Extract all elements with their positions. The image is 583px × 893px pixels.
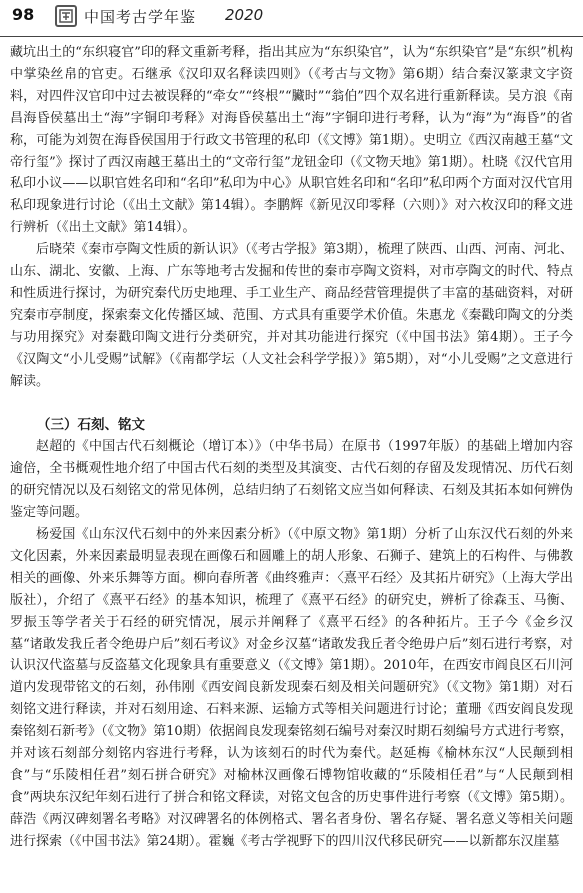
paragraph: 杨爱国《山东汉代石刻中的外来因素分析》（《中原文物》第1期）分析了山东汉代石刻的外来文化因素，外来因素最明显表现在画像石和圆雕上的胡人形象、石狮子、建筑上的石构件、与佛教相关的画像、外来乐舞等方面。柳向春所著《曲终雅声：〈熹平石经〉及其拓片研究》（上海大学出版社），介绍了《熹平石经》的基本知识，梳理了《熹平石经》的研究史，辨析了徐森玉、马衡、罗振玉等学者关于石经的研究情况，展示并阐释了《熹平石经》的各种拓片。王子今《金乡汉墓“诸敢发我丘者令绝毋户后”刻石考议》对金乡汉墓“诸敢发我丘者令绝毋户后”刻石进行考察，对认识汉代盗墓与反盗墓文化现象具有重要意义（《文博》第1期）。2010年，在西安市阎良区石川河道内发现带铭文的石刻，孙伟刚《西安阎良新发现秦石刻及相关问题研究》（《文物》第1期）对石刻铭文进行释读，并对石刻用途、石料来源、运输方式等相关问题进行讨论；董珊《西安阎良发现秦铭刻石新考》（《文物》第10期）依据阎良发现秦铭刻石编号对秦汉时期石刻编号方式进行考察，并对该石刻部分刻铭内容进行考释，认为该刻石的时代为秦代。赵延梅《榆林东汉“人民颠到相食”与“乐陵相任君”刻石拼合研究》对榆林汉画像石博物馆收藏的“乐陵相任君”与“人民颠到相食”两块东汉纪年刻石进行了拼合和铭文释读，对铭文包含的历史事件进行考察（《文博》第5期）。薛浩《两汉碑刻署名考略》对汉碑署名的体例格式、署名者身份、署名存疑、署名意义等相关问题进行探索（《中国书法》第24期）。霍巍《考古学视野下的四川汉代移民研究——以新都东汉崖墓: [10, 527, 573, 849]
section-heading: （三）石刻、铭文: [37, 416, 145, 433]
paragraph: 赵超的《中国古代石刻概论（增订本）》（中华书局）在原书（1997年版）的基础上增加内容逾倍，全书概观性地介绍了中国古代石刻的类型及其演变、古代石刻的存留及发现情况、历代石刻的研究情况以及石刻铭文的常见体例，总结归纳了石刻铭文应当如何释读、石刻及其拓本如何辨伪鉴定等问题。: [10, 439, 573, 521]
book-year: 2020: [225, 6, 264, 24]
article-body: [10, 42, 573, 853]
page-number: 98: [12, 5, 35, 24]
paragraph: 藏坑出土的“东织寝官”印的释文重新考释，指出其应为“东织染官”，认为“东织染官”是“东织”机构中掌染丝帛的官吏。石继承《汉印双名释读四则》（《考古与文物》第6期）结合秦汉篆隶文字资料，对四件汉官印中过去被误释的“牵女”“终根”“臟时”“翁伯”四个双名进行重新释读。吴方浪《南昌海昏侯墓出土“海”字铜印考释》对海昏侯墓出土“海”字铜印进行考释，认为“海”为“海昏”的省称，可能为刘贺在海昏侯国用于行政文书管理的私印（《文博》第1期）。史明立《西汉南越王墓“文帝行玺”》探讨了西汉南越王墓出土的“文帝行玺”龙钮金印（《文物天地》第1期）。杜晓《汉代官用私印小议——以职官姓名印和“名印”私印为中心》从职官姓名印和“名印”私印两个方面对汉代官用私印现象进行讨论（《出土文献》第14辑）。李鹏辉《新见汉印零释（六则）》对六枚汉印的释文进行辨析（《出土文献》第14辑）。: [10, 45, 573, 236]
paragraph: 后晓荣《秦市亭陶文性质的新认识》（《考古学报》第3期），梳理了陕西、山西、河南、河北、山东、湖北、安徽、上海、广东等地考古发掘和传世的秦市亭陶文资料，对市亭陶文的时代、特点和性质进行探讨，为研究秦代历史地理、手工业生产、商品经营管理提供了丰富的基础资料，对研究秦市亭制度，探索秦文化传播区域、范围、方式具有重要学术价值。朱惠龙《秦戳印陶文的分类与功用探究》对秦戳印陶文进行分类研究，并对其功能进行探究（《中国书法》第4期）。王子今《汉陶文“小儿受赐”试解》（《南都学坛（人文社会科学学报）》第5期），对“小儿受赐”之文意进行解读。: [10, 242, 573, 389]
page-header: [0, 0, 583, 37]
yearbook-logo-icon: [55, 5, 77, 27]
book-title: 中国考古学年鉴: [84, 8, 197, 26]
